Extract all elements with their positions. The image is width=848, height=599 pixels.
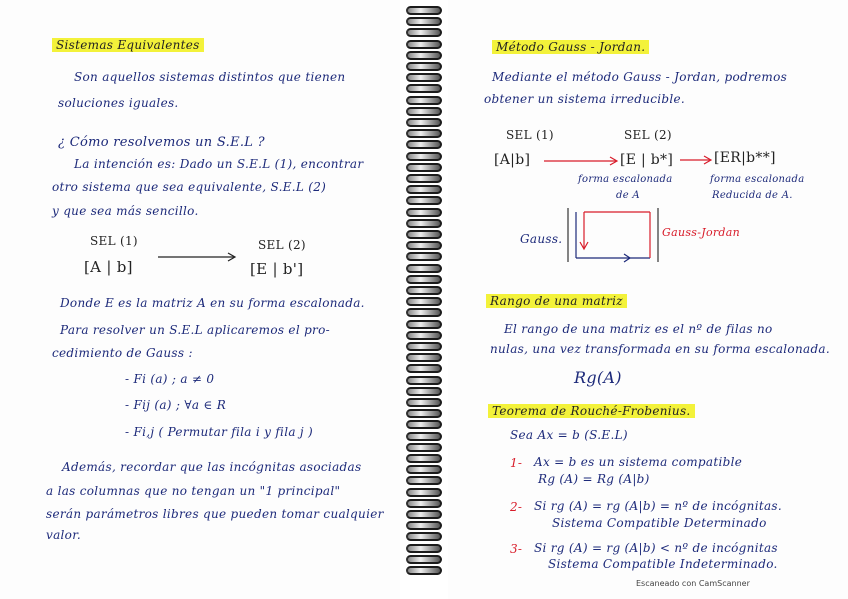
- sea-line: Sea Ax = b (S.E.L): [510, 428, 628, 442]
- gj-matrix-ab: [A|b]: [494, 152, 531, 168]
- ademas-line-3: serán parámetros libres que pueden tomar cualquier: [46, 507, 384, 521]
- arrow-left-1: [158, 252, 238, 262]
- rango-line-2: nulas, una vez transformada en su forma escalonada.: [490, 342, 830, 356]
- intro-line-2: soluciones iguales.: [58, 96, 179, 110]
- para-gauss-1: Para resolver un S.E.L aplicaremos el pro-: [60, 323, 330, 337]
- scanner-watermark: Escaneado con CamScanner: [636, 579, 750, 588]
- case-number-2: 2-: [510, 500, 523, 514]
- spiral-ring: [406, 62, 442, 71]
- ademas-line-2: a las columnas que no tengan un "1 principal": [46, 484, 341, 498]
- rango-line-1: El rango de una matriz es el nº de filas no: [504, 322, 773, 336]
- spiral-ring: [406, 129, 442, 138]
- ademas-line-1: Además, recordar que las incógnitas asociadas: [62, 460, 362, 474]
- spiral-ring: [406, 465, 442, 474]
- spiral-ring: [406, 208, 442, 217]
- section-title-rouche: Teorema de Rouché-Frobenius.: [488, 404, 695, 418]
- right-page: [448, 0, 848, 599]
- spiral-ring: [406, 320, 442, 329]
- spiral-ring: [406, 510, 442, 519]
- gj-line-1: Mediante el método Gauss - Jordan, podremos: [492, 70, 788, 84]
- spiral-ring: [406, 499, 442, 508]
- spiral-ring: [406, 353, 442, 362]
- gauss-diagram-label: Gauss.: [520, 232, 563, 246]
- spiral-ring: [406, 252, 442, 261]
- spiral-ring: [406, 521, 442, 530]
- spiral-ring: [406, 387, 442, 396]
- spiral-ring: [406, 51, 442, 60]
- spiral-ring: [406, 420, 442, 429]
- spiral-ring: [406, 308, 442, 317]
- spiral-ring: [406, 566, 442, 575]
- gj-matrix-eb: [E | b*]: [620, 152, 674, 168]
- section-title-sistemas: Sistemas Equivalentes: [52, 38, 204, 52]
- spiral-ring: [406, 152, 442, 161]
- case-number-1: 1-: [510, 456, 523, 470]
- intro-line-1: Son aquellos sistemas distintos que tienen: [74, 70, 346, 84]
- gauss-jordan-diagram: [564, 204, 664, 266]
- spiral-ring: [406, 286, 442, 295]
- arrow-red-1: [544, 156, 620, 166]
- gj-sel2: SEL (2): [624, 128, 672, 142]
- op-1: - Fi (a) ; a ≠ 0: [125, 372, 215, 386]
- op-3: - Fi,j ( Permutar fila i y fila j ): [125, 425, 314, 439]
- case-3-line-a: Si rg (A) = rg (A|b) < nº de incógnitas: [534, 541, 778, 555]
- spiral-ring: [406, 219, 442, 228]
- para-gauss-2: cedimiento de Gauss :: [52, 346, 193, 360]
- escalonada-1: forma escalonada: [578, 174, 673, 185]
- case-1-line-a: Ax = b es un sistema compatible: [534, 455, 743, 469]
- spiral-ring: [406, 376, 442, 385]
- case-1-line-b: Rg (A) = Rg (A|b): [538, 472, 650, 486]
- spiral-ring: [406, 17, 442, 26]
- spiral-ring: [406, 488, 442, 497]
- spiral-ring: [406, 532, 442, 541]
- spiral-ring: [406, 230, 442, 239]
- case-3-line-b: Sistema Compatible Indeterminado.: [548, 557, 778, 571]
- spiral-ring: [406, 163, 442, 172]
- spiral-ring: [406, 443, 442, 452]
- spiral-ring: [406, 185, 442, 194]
- para-line-3: y que sea más sencillo.: [52, 204, 199, 218]
- left-page: [0, 0, 400, 599]
- gj-sel1: SEL (1): [506, 128, 554, 142]
- spiral-ring: [406, 544, 442, 553]
- spiral-ring: [406, 73, 442, 82]
- sel1-label: SEL (1): [90, 234, 138, 248]
- spiral-ring: [406, 409, 442, 418]
- spiral-ring: [406, 454, 442, 463]
- spiral-ring: [406, 331, 442, 340]
- spiral-ring: [406, 555, 442, 564]
- section-title-gauss-jordan: Método Gauss - Jordan.: [492, 40, 649, 54]
- case-number-3: 3-: [510, 542, 523, 556]
- spiral-ring: [406, 6, 442, 15]
- gj-line-2: obtener un sistema irreducible.: [484, 92, 686, 106]
- spiral-ring: [406, 364, 442, 373]
- gj-diagram-label: Gauss-Jordan: [662, 226, 741, 239]
- case-2-line-a: Si rg (A) = rg (A|b) = nº de incógnitas.: [534, 499, 782, 513]
- spiral-ring: [406, 40, 442, 49]
- section-title-rango: Rango de una matriz: [486, 294, 627, 308]
- spiral-ring: [406, 241, 442, 250]
- gj-matrix-er: [ER|b**]: [714, 150, 776, 166]
- spiral-ring: [406, 28, 442, 37]
- spiral-ring: [406, 432, 442, 441]
- spiral-ring: [406, 140, 442, 149]
- escalonada-2: de A: [616, 190, 640, 201]
- spiral-ring: [406, 398, 442, 407]
- reducida-2: Reducida de A.: [712, 190, 793, 201]
- reducida-1: forma escalonada: [710, 174, 805, 185]
- donde-line: Donde E es la matriz A en su forma escalonada.: [60, 296, 365, 310]
- spiral-ring: [406, 107, 442, 116]
- para-line-1: La intención es: Dado un S.E.L (1), encontrar: [74, 157, 364, 171]
- spiral-ring: [406, 476, 442, 485]
- spiral-ring: [406, 342, 442, 351]
- spiral-ring: [406, 275, 442, 284]
- arrow-red-2: [680, 155, 714, 165]
- spiral-ring: [406, 297, 442, 306]
- matrix-ab: [A | b]: [84, 258, 133, 276]
- case-2-line-b: Sistema Compatible Determinado: [552, 516, 767, 530]
- spiral-ring: [406, 118, 442, 127]
- spiral-ring: [406, 84, 442, 93]
- spiral-ring: [406, 96, 442, 105]
- spiral-ring: [406, 174, 442, 183]
- sel2-label: SEL (2): [258, 238, 306, 252]
- rango-formula: Rg(A): [574, 368, 622, 387]
- matrix-eb: [E | b']: [250, 260, 304, 278]
- question-heading: ¿ Cómo resolvemos un S.E.L ?: [58, 135, 265, 150]
- op-2: - Fij (a) ; ∀a ∈ R: [125, 398, 227, 412]
- ademas-line-4: valor.: [46, 528, 82, 542]
- para-line-2: otro sistema que sea equivalente, S.E.L (2): [52, 180, 327, 194]
- spiral-ring: [406, 196, 442, 205]
- spiral-binding: [400, 0, 448, 585]
- spiral-ring: [406, 264, 442, 273]
